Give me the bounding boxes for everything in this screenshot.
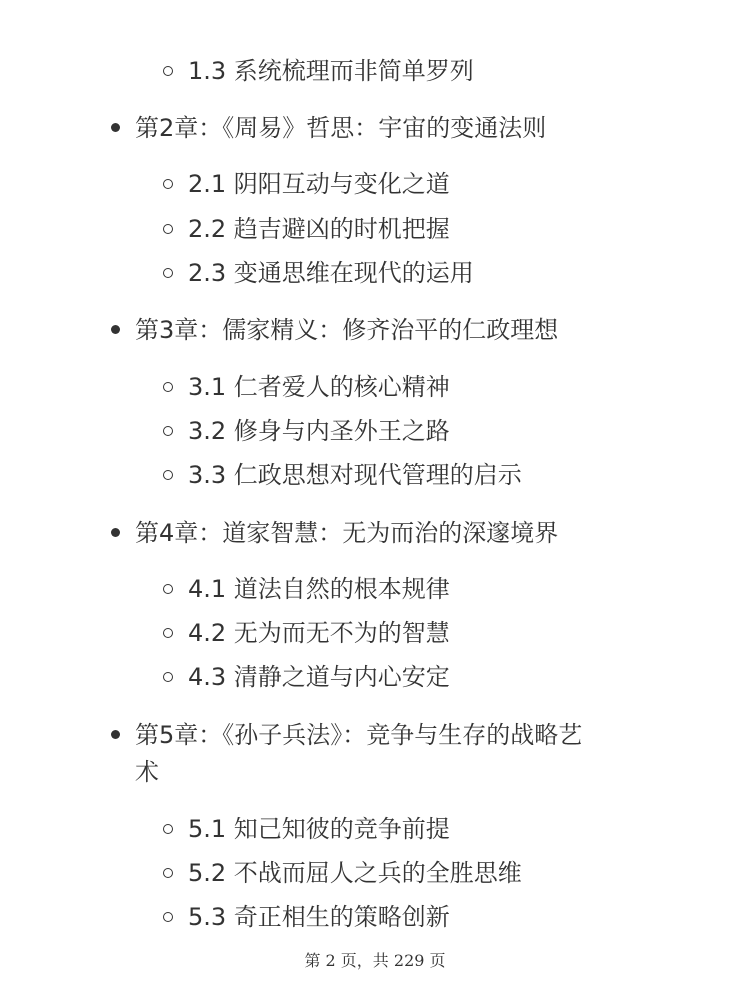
circle-bullet-icon [163,912,173,922]
circle-bullet-icon [163,426,173,436]
section-title: 2.2 趋吉避凶的时机把握 [188,215,450,243]
list-item [0,809,750,849]
list-item [0,569,750,609]
section-title: 4.2 无为而无不为的智慧 [188,619,450,647]
circle-bullet-icon [163,224,173,234]
circle-bullet-icon [163,868,173,878]
circle-bullet-icon [163,470,173,480]
section-title: 5.1 知己知彼的竞争前提 [188,815,450,843]
circle-bullet-icon [163,824,173,834]
chapter-title: 第4章：道家智慧：无为而治的深邃境界 [135,519,559,547]
list-item [0,853,750,893]
disc-bullet-icon [111,528,120,537]
section-title: 5.3 奇正相生的策略创新 [188,903,450,931]
section-title: 2.3 变通思维在现代的运用 [188,259,474,287]
chapter-title: 第3章：儒家精义：修齐治平的仁政理想 [135,316,559,344]
section-title: 3.3 仁政思想对现代管理的启示 [188,461,522,489]
chapter-item [0,108,750,148]
circle-bullet-icon [163,268,173,278]
section-title: 4.3 清静之道与内心安定 [188,663,450,691]
list-item [0,613,750,653]
circle-bullet-icon [163,179,173,189]
list-item [0,657,750,697]
chapter-title: 第2章：《周易》哲思：宇宙的变通法则 [135,114,547,142]
disc-bullet-icon [111,123,120,132]
section-title: 3.1 仁者爱人的核心精神 [188,373,450,401]
section-title: 2.1 阴阳互动与变化之道 [188,170,450,198]
page-number: 第 2 页，共 229 页 [304,951,446,970]
list-item [0,253,750,293]
chapter-item [0,715,750,755]
chapter-item [0,310,750,350]
list-item [0,164,750,204]
circle-bullet-icon [163,382,173,392]
list-item [0,411,750,451]
list-item [0,209,750,249]
circle-bullet-icon [163,584,173,594]
section-title: 4.1 道法自然的根本规律 [188,575,450,603]
section-title: 1.3 系统梳理而非简单罗列 [188,57,474,85]
section-title: 3.2 修身与内圣外王之路 [188,417,450,445]
section-title: 5.2 不战而屈人之兵的全胜思维 [188,859,522,887]
chapter-title-line-2: 术 [135,758,159,786]
chapter-title-line-1: 第5章：《孙子兵法》：竞争与生存的战略艺 [135,721,583,749]
list-item [0,897,750,937]
chapter-title-continuation [0,752,750,792]
list-item [0,51,750,91]
circle-bullet-icon [163,628,173,638]
chapter-item [0,513,750,553]
circle-bullet-icon [163,672,173,682]
circle-bullet-icon [163,66,173,76]
list-item [0,367,750,407]
disc-bullet-icon [111,325,120,334]
disc-bullet-icon [111,730,120,739]
list-item [0,455,750,495]
